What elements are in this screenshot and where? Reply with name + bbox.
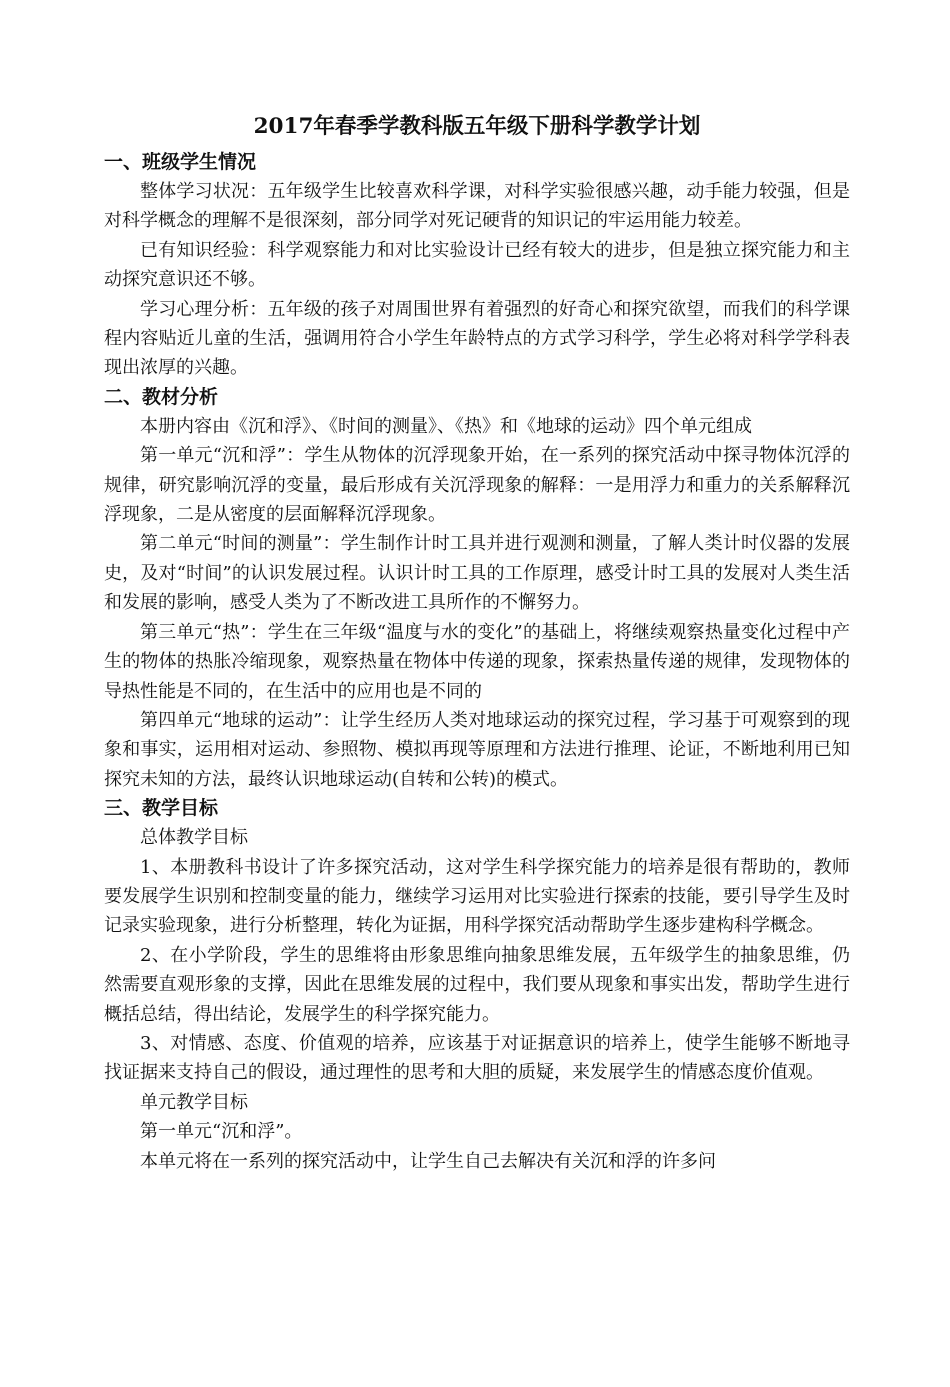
paragraph: 第一单元“沉和浮”：学生从物体的沉浮现象开始，在一系列的探究活动中探寻物体沉浮的规律，研究影响沉浮的变量，最后形成有关沉浮现象的解释：一是用浮力和重力的关系解释沉浮现象，二是从密度的层面解释沉浮现象。 bbox=[104, 445, 850, 526]
paragraph: 2、在小学阶段，学生的思维将由形象思维向抽象思维发展，五年级学生的抽象思维，仍然需要直观形象的支撑，因此在思维发展的过程中，我们要从现象和事实出发，帮助学生进行概括总结，得出结论，发展学生的科学探究能力。 bbox=[104, 944, 850, 1025]
section-heading: 一、班级学生情况 bbox=[104, 151, 257, 173]
section-teaching-goals bbox=[104, 794, 850, 1176]
paragraph: 总体教学目标 bbox=[140, 827, 248, 849]
section-heading: 三、教学目标 bbox=[104, 797, 219, 820]
paragraph: 本册内容由《沉和浮》、《时间的测量》、《热》和《地球的运动》四个单元组成 bbox=[140, 415, 752, 437]
paragraph: 学习心理分析：五年级的孩子对周围世界有着强烈的好奇心和探究欲望，而我们的科学课程内容贴近儿童的生活，强调用符合小学生年龄特点的方式学习科学，学生必将对科学学科表现出浓厚的兴趣。 bbox=[104, 298, 850, 379]
paragraph: 单元教学目标 bbox=[140, 1091, 248, 1113]
paragraph: 1、本册教科书设计了许多探究活动，这对学生科学探究能力的培养是很有帮助的，教师要发展学生识别和控制变量的能力，继续学习运用对比实验进行探索的技能，要引导学生及时记录实验现象，进行分析整理，转化为证据，用科学探究活动帮助学生逐步建构科学概念。 bbox=[104, 856, 850, 937]
section-textbook-analysis bbox=[104, 383, 850, 794]
section-class-situation bbox=[104, 148, 850, 383]
paragraph: 已有知识经验：科学观察能力和对比实验设计已经有较大的进步，但是独立探究能力和主动探究意识还不够。 bbox=[104, 239, 850, 291]
section-heading: 二、教材分析 bbox=[104, 385, 219, 408]
paragraph: 3、对情感、态度、价值观的培养，应该基于对证据意识的培养上，使学生能够不断地寻找证据来支持自己的假设，通过理性的思考和大胆的质疑，来发展学生的情感态度价值观。 bbox=[104, 1032, 850, 1084]
paragraph: 第二单元“时间的测量”：学生制作计时工具并进行观测和测量，了解人类计时仪器的发展史，及对“时间”的认识发展过程。认识计时工具的工作原理，感受计时工具的发展对人类生活和发展的影响，感受人类为了不断改进工具所作的不懈努力。 bbox=[104, 533, 850, 614]
paragraph: 本单元将在一系列的探究活动中，让学生自己去解决有关沉和浮的许多问 bbox=[140, 1150, 716, 1172]
paragraph: 整体学习状况：五年级学生比较喜欢科学课，对科学实验很感兴趣，动手能力较强，但是对科学概念的理解不是很深刻，部分同学对死记硬背的知识记的牢运用能力较差。 bbox=[104, 181, 850, 232]
document-title: 2017年春季学教科版五年级下册科学教学计划 bbox=[253, 114, 701, 139]
paragraph: 第四单元“地球的运动”：让学生经历人类对地球运动的探究过程，学习基于可观察到的现象和事实，运用相对运动、参照物、模拟再现等原理和方法进行推理、论证，不断地利用已知探究未知的方法，最终认识地球运动(自转和公转)的模式。 bbox=[104, 709, 850, 790]
paragraph: 第三单元“热”：学生在三年级“温度与水的变化”的基础上，将继续观察热量变化过程中产生的物体的热胀冷缩现象，观察热量在物体中传递的现象，探索热量传递的规律，发现物体的导热性能是不同的，在生活中的应用也是不同的 bbox=[104, 621, 850, 702]
paragraph: 第一单元“沉和浮”。 bbox=[140, 1121, 303, 1143]
